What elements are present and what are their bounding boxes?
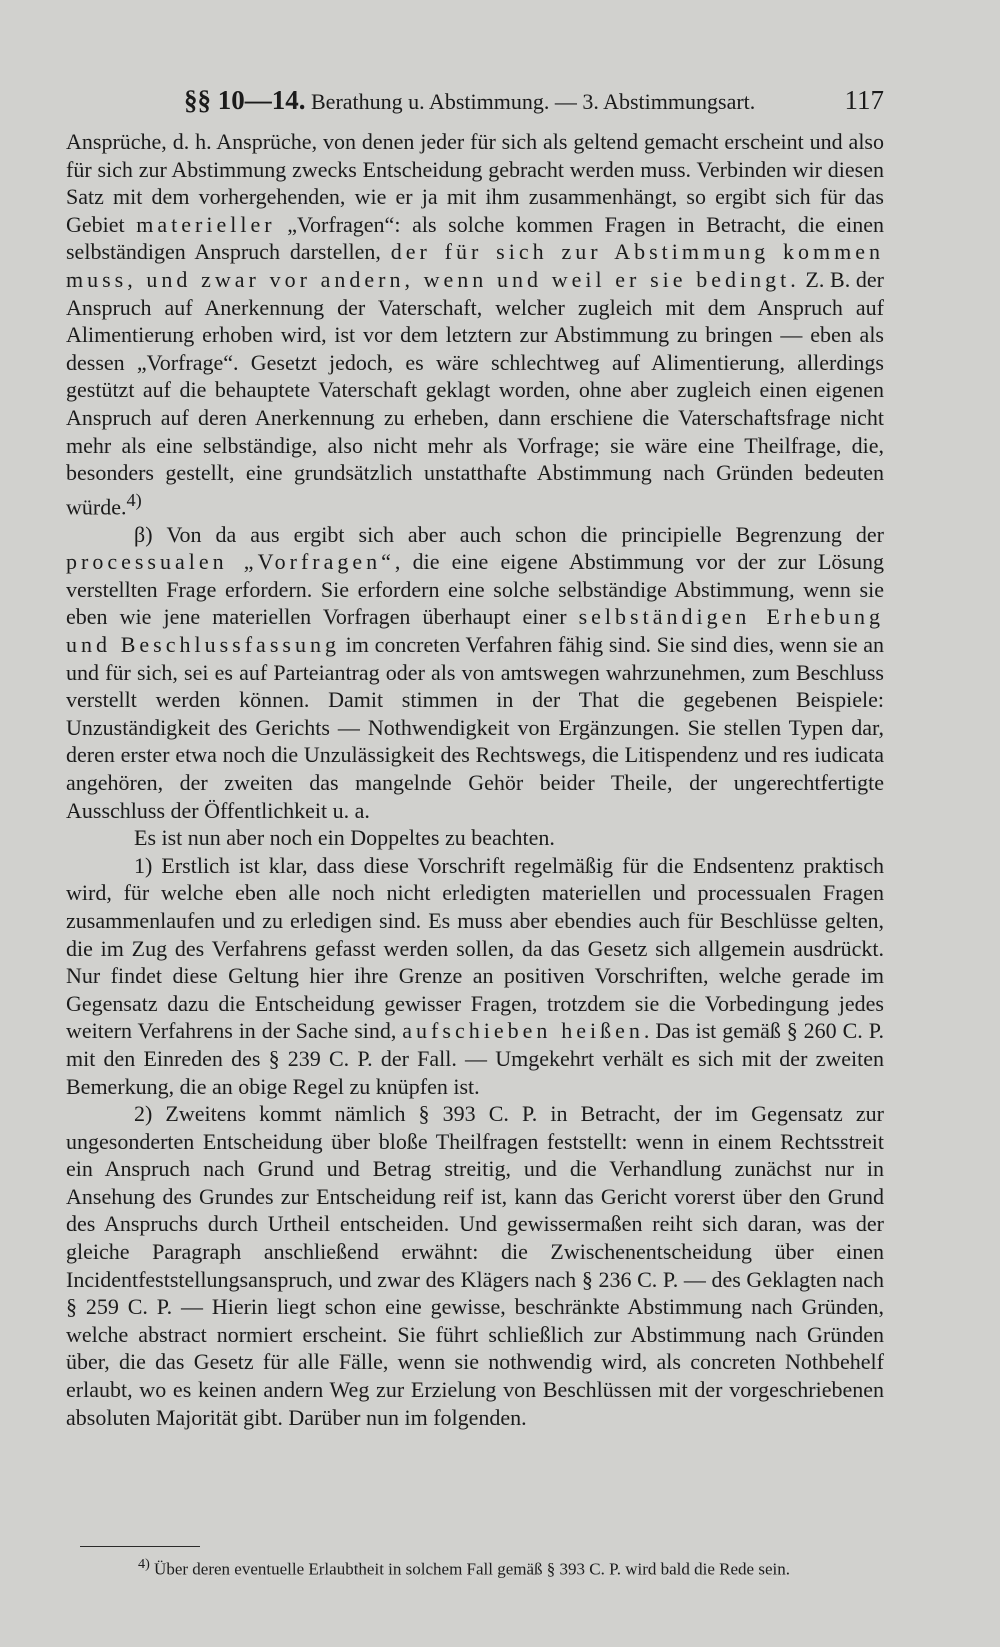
footnote-divider (80, 1546, 200, 1547)
footnote-marker: 4) (138, 1556, 150, 1572)
page-number: 117 (844, 85, 884, 115)
paragraph-1: Ansprüche, d. h. Ansprüche, von denen jeder für sich als geltend gemacht erscheint und also für sich zur Abstimmung zwecks Entscheidung gebracht werden muss. Verbinden wir diesen Satz mit dem vorhergehenden, wie er ja mit ihm zusammenhängt, so ergibt sich für das Gebiet materieller „Vorfragen“: als solche kommen Fragen in Betracht, die einen selbständigen Anspruch darstellen, der für sich zur Abstimmung kommen muss, und zwar vor andern, wenn und weil er sie bedingt. Z. B. der Anspruch auf Anerkennung der Vaterschaft, welcher zugleich mit dem Anspruch auf Alimentierung erhoben wird, ist vor dem letztern zur Abstimmung zu bringen — eben als dessen „Vorfrage“. Gesetzt jedoch, es wäre schlechtweg auf Alimentierung, allerdings gestützt auf die behauptete Vaterschaft geklagt worden, ohne aber zugleich einen eigenen Anspruch auf deren Anerkennung zu erheben, dann erschiene die Vaterschaftsfrage nicht mehr als eine selbständige, also nicht mehr als Vorfrage; sie wäre eine Theilfrage, die, besonders gestellt, eine grundsätzlich unstatthafte Abstimmung nach Gründen bedeuten würde.$^{4)}$ (66, 129, 885, 520)
emphasis-spaced: materieller (136, 211, 276, 237)
footnote (78, 1552, 884, 1582)
paragraph-3: Es ist nun aber noch ein Doppeltes zu beachten. (134, 825, 555, 851)
paragraph-5: 2) Zweitens kommt nämlich § 393 C. P. in Betracht, der im Gegensatz zur ungesonderten Entscheidung über bloße Theilfragen feststellt: wenn in einem Rechtsstreit ein Anspruch nach Grund und Betrag streitig, und die Verhandlung zunächst nur in Ansehung des Grundes zur Entscheidung reif ist, kann das Gericht vorerst über den Grund des Anspruchs durch Urtheil entscheiden. Und gewissermaßen reiht sich daran, was der gleiche Paragraph anschließend erwähnt: die Zwischenentscheidung über einen Incidentfeststellungsanspruch, und zwar des Klägers nach § 236 C. P. — des Geklagten nach § 259 C. P. — Hierin liegt schon eine gewisse, beschränkte Abstimmung nach Gründen, welche abstract normiert erscheint. Sie führt schließlich zur Abstimmung nach Gründen über, die das Gesetz für alle Fälle, wenn sie nothwendig wird, als concreten Nothbehelf erlaubt, wo es keinen andern Weg zur Erzielung von Beschlüssen mit der vorgeschriebenen absoluten Majorität gibt. Darüber nun im folgenden. (66, 1101, 884, 1430)
paragraph-2: β) Von da aus ergibt sich aber auch schon die principielle Begrenzung der processualen „Vorfragen“, die eine eigene Abstimmung vor der zur Lösung verstellten Frage erfordern. Sie erfordern eine solche selbständige Abstimmung, wenn sie eben wie jene materiellen Vorfragen überhaupt einer selbständigen Erhebung und Beschlussfassung im concreten Verfahren fähig sind. Sie sind dies, wenn sie an und für sich, sei es auf Parteiantrag oder als von amtswegen wahrzunehmen, zum Beschluss verstellt werden können. Damit stimmen in der That die gegebenen Beispiele: Unzuständigkeit des Gerichts — Nothwendigkeit von Ergänzungen. Sie stellen Typen dar, deren erster etwa noch die Unzulässigkeit des Rechtswegs, die Litispendenz und res iudicata angehören, der zweiten das mangelnde Gehör beider Theile, der ungerechtfertigte Ausschluss der Öffentlichkeit u. a. (66, 521, 884, 823)
running-title: Berathung u. Abstimmung. — 3. Abstimmungsart. (311, 89, 756, 114)
footnote-reference: 4) (126, 489, 142, 510)
paragraph-4: 1) Erstlich ist klar, dass diese Vorschrift regelmäßig für die Endsentenz praktisch wird, für welche eben alle noch nicht erledigten materiellen und processualen Fragen zusammenlaufen und zu erledigen sind. Es muss aber ebendies auch für Beschlüsse gelten, die im Zug des Verfahrens gefasst werden sollen, da das Gesetz sich allgemein ausdrückt. Nur findet diese Geltung hier ihre Grenze an positiven Vorschriften, welche gerade im Gegensatz dazu die Entscheidung gewisser Fragen, trotzdem sie die Vorbedingung jedes weitern Verfahrens in der Sache sind, aufschieben heißen. Das ist gemäß § 260 C. P. mit den Einreden des § 239 C. P. der Fall. — Umgekehrt verhält es sich mit der zweiten Bemerkung, die an obige Regel zu knüpfen ist. (66, 852, 884, 1099)
section-reference: §§ 10—14. (184, 85, 306, 115)
emphasis-spaced: processualen „Vorfragen“ (66, 549, 395, 575)
emphasis-spaced: selbständigen Erhebung und Beschlussfassung (66, 604, 884, 658)
footnote-text: $^{4)}$ Über deren eventuelle Erlaubtheit in solchem Fall gemäß § 393 C. P. wird bald die Rede sein. (138, 1556, 790, 1579)
emphasis-spaced: der für sich zur Abstimmung kommen muss, und zwar vor andern, wenn und weil er sie bedingt. (66, 239, 884, 292)
body-text (66, 128, 884, 1431)
running-head (184, 80, 884, 120)
emphasis-spaced: aufschieben heißen (402, 1018, 644, 1044)
